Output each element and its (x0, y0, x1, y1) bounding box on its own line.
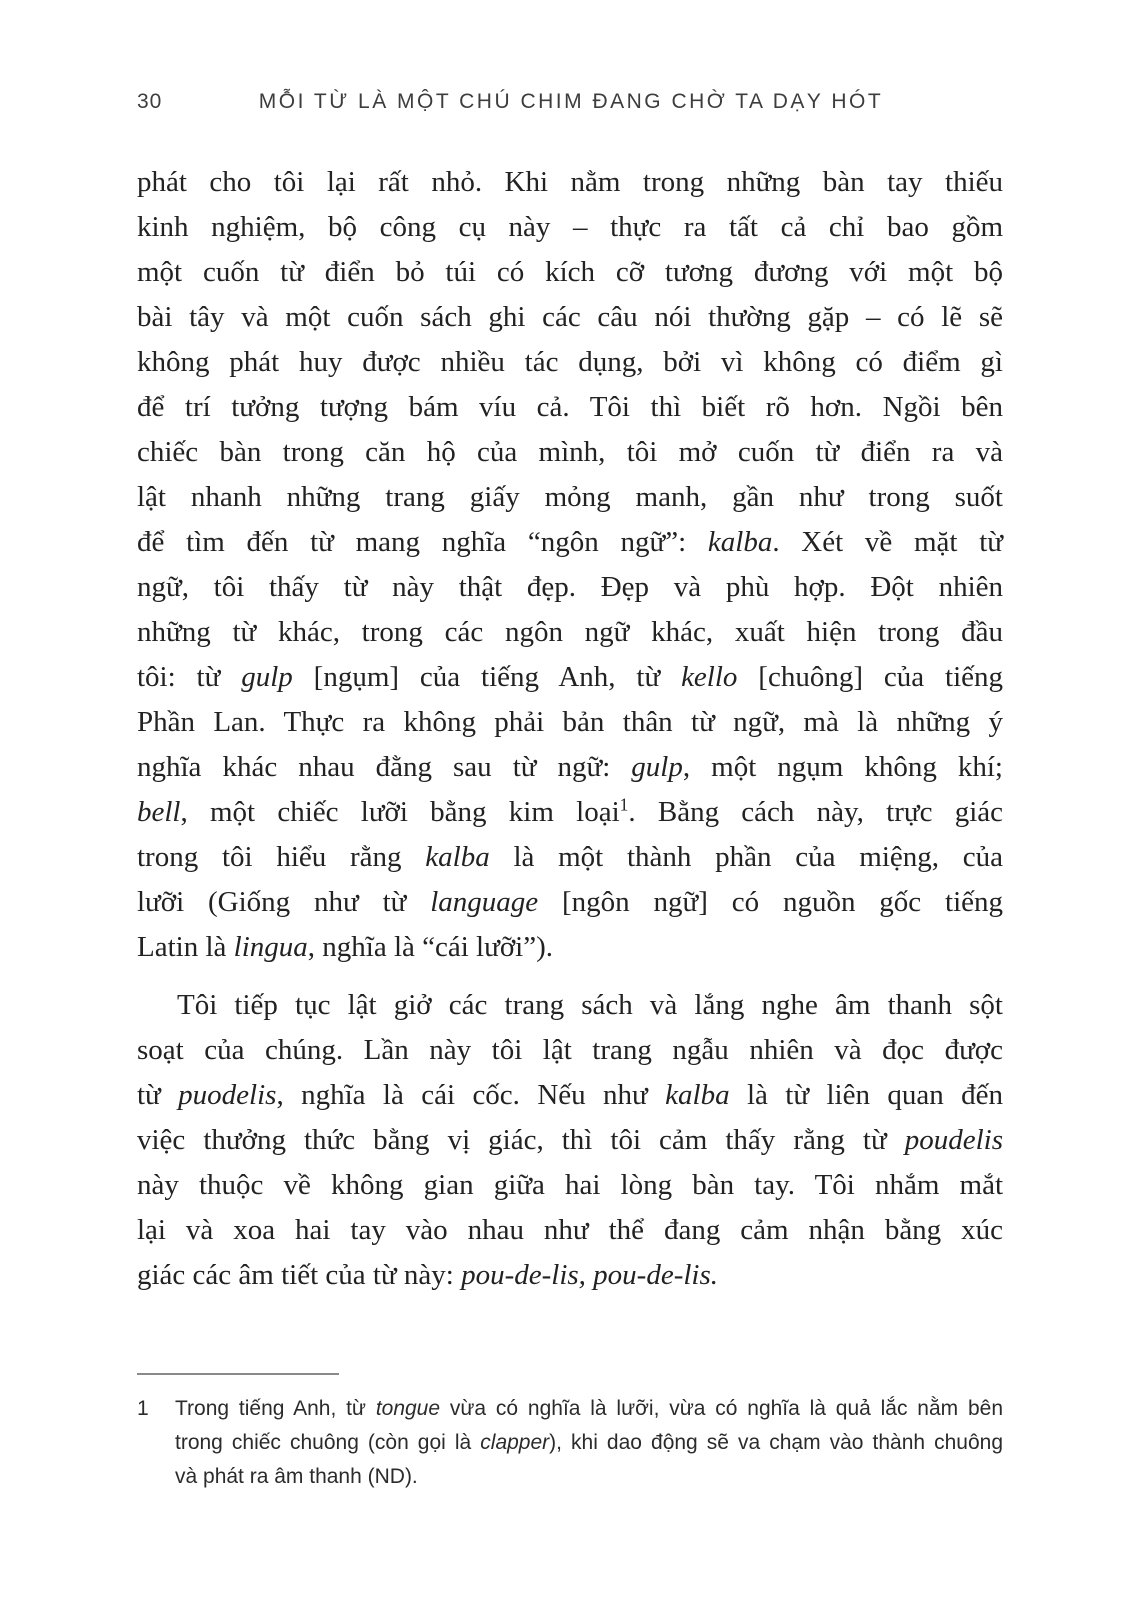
text-run: kinh nghiệm, bộ công cụ này – thực ra tất cả chỉ bao gồm (137, 211, 1003, 243)
text-run: lingua (233, 931, 308, 963)
text-line (137, 610, 1003, 655)
text-run: những từ khác, trong các ngôn ngữ khác, xuất hiện trong đầu (137, 616, 1003, 648)
paragraph-1 (137, 160, 1003, 970)
text-run: để trí tưởng tượng bám víu cả. Tôi thì biết rõ hơn. Ngồi bên (137, 391, 1003, 423)
text-run: clapper (480, 1431, 550, 1454)
text-run: từ (137, 1079, 179, 1111)
text-run: , một ngụm không khí; (682, 751, 1003, 783)
text-run: bell (137, 796, 181, 828)
text-run: kello (681, 661, 738, 693)
text-run: kalba (707, 526, 773, 558)
text-run: gulp (241, 661, 293, 693)
text-run: không phát huy được nhiều tác dụng, bởi vì không có điểm gì (137, 346, 1003, 378)
text-run: Latin là (137, 931, 234, 963)
text-line (137, 385, 1003, 430)
text-run: lật nhanh những trang giấy mỏng manh, gần như trong suốt (137, 481, 1003, 513)
text-run: . Bằng cách này, trực giác (628, 796, 1004, 828)
page-number: 30 (137, 90, 163, 113)
text-run: bài tây và một cuốn sách ghi các câu nói thường gặp – có lẽ sẽ (137, 301, 1003, 333)
text-run: phát cho tôi lại rất nhỏ. Khi nằm trong những bàn tay thiếu (137, 166, 1003, 198)
text-line (137, 250, 1003, 295)
text-line (137, 520, 1003, 565)
page-header (137, 90, 1005, 116)
text-run: , nghĩa là “cái lưỡi”). (307, 931, 553, 963)
text-run: [ngôn ngữ] có nguồn gốc tiếng (538, 886, 1003, 918)
text-run: [ngụm] của tiếng Anh, từ (292, 661, 682, 693)
footnote-divider (137, 1373, 339, 1375)
text-line (137, 790, 1003, 835)
text-run: chiếc bàn trong căn hộ của mình, tôi mở cuốn từ điển ra và (137, 436, 1003, 468)
paragraph-2 (137, 983, 1003, 1298)
text-run: Tôi tiếp tục lật giở các trang sách và lắng nghe âm thanh sột (177, 989, 1003, 1021)
text-line (137, 700, 1003, 745)
text-line (175, 1392, 1003, 1426)
text-line (137, 835, 1003, 880)
text-run: tôi: từ (137, 661, 242, 693)
text-run: là từ liên quan đến (729, 1079, 1003, 1111)
text-run: việc thưởng thức bằng vị giác, thì tôi cảm thấy rằng từ (137, 1124, 905, 1156)
text-line (137, 205, 1003, 250)
text-line (137, 1163, 1003, 1208)
text-line (137, 925, 1003, 970)
text-line (137, 340, 1003, 385)
text-run: pou-de-lis, pou-de-lis. (461, 1259, 719, 1291)
text-line (137, 1028, 1003, 1073)
text-run: , một chiếc lưỡi bằng kim loại (180, 796, 620, 828)
text-line (137, 565, 1003, 610)
footnote-reference: 1 (619, 794, 629, 815)
text-run: trong chiếc chuông (còn gọi là (175, 1431, 481, 1454)
text-run: soạt của chúng. Lần này tôi lật trang ngẫu nhiên và đọc được (137, 1034, 1003, 1066)
text-line (175, 1426, 1003, 1460)
text-run: nghĩa khác nhau đằng sau từ ngữ: (137, 751, 632, 783)
text-line (137, 1073, 1003, 1118)
text-run: , nghĩa là cái cốc. Nếu như (276, 1079, 666, 1111)
text-run: ngữ, tôi thấy từ này thật đẹp. Đẹp và phù hợp. Đột nhiên (137, 571, 1003, 603)
text-line (137, 1208, 1003, 1253)
text-run: giác các âm tiết của từ này: (137, 1259, 462, 1291)
text-run: gulp (631, 751, 683, 783)
text-line (137, 1118, 1003, 1163)
text-line (137, 295, 1003, 340)
text-run: trong tôi hiểu rằng (137, 841, 426, 873)
text-run: để tìm đến từ mang nghĩa “ngôn ngữ”: (137, 526, 708, 558)
text-line (137, 983, 1003, 1028)
text-run: tongue (375, 1397, 441, 1420)
text-run: là một thành phần của miệng, của (489, 841, 1003, 873)
text-line (175, 1460, 1003, 1494)
text-run: và phát ra âm thanh (ND). (175, 1465, 418, 1488)
text-run: này thuộc về không gian giữa hai lòng bàn tay. Tôi nhắm mắt (137, 1169, 1003, 1201)
footnote-text (175, 1392, 1003, 1494)
text-line (137, 1253, 1003, 1298)
text-run: language (430, 886, 539, 918)
text-run: một cuốn từ điển bỏ túi có kích cỡ tương đương với một bộ (137, 256, 1003, 288)
text-run: Phần Lan. Thực ra không phải bản thân từ ngữ, mà là những ý (137, 706, 1003, 738)
text-line (137, 430, 1003, 475)
footnote (137, 1392, 1003, 1494)
text-run: kalba (665, 1079, 730, 1111)
text-run: lại và xoa hai tay vào nhau như thể đang cảm nhận bằng xúc (137, 1214, 1003, 1246)
text-line (137, 655, 1003, 700)
text-run: lưỡi (Giống như từ (137, 886, 431, 918)
text-line (137, 160, 1003, 205)
text-run: [chuông] của tiếng (737, 661, 1003, 693)
text-run: puodelis (178, 1079, 277, 1111)
text-run: kalba (425, 841, 490, 873)
text-run: poudelis (904, 1124, 1003, 1156)
text-line (137, 745, 1003, 790)
footnote-marker: 1 (137, 1397, 149, 1420)
running-title: MỖI TỪ LÀ MỘT CHÚ CHIM ĐANG CHỜ TA DẠY HÓT (258, 90, 884, 113)
text-line (137, 880, 1003, 925)
text-line (137, 475, 1003, 520)
text-run: ), khi dao động sẽ va chạm vào thành chuông (549, 1431, 1004, 1454)
text-run: vừa có nghĩa là lưỡi, vừa có nghĩa là quả lắc nằm bên (440, 1397, 1003, 1420)
text-run: Trong tiếng Anh, từ (175, 1397, 376, 1420)
text-run: . Xét về mặt từ (772, 526, 1003, 558)
body-text (137, 160, 1003, 1298)
